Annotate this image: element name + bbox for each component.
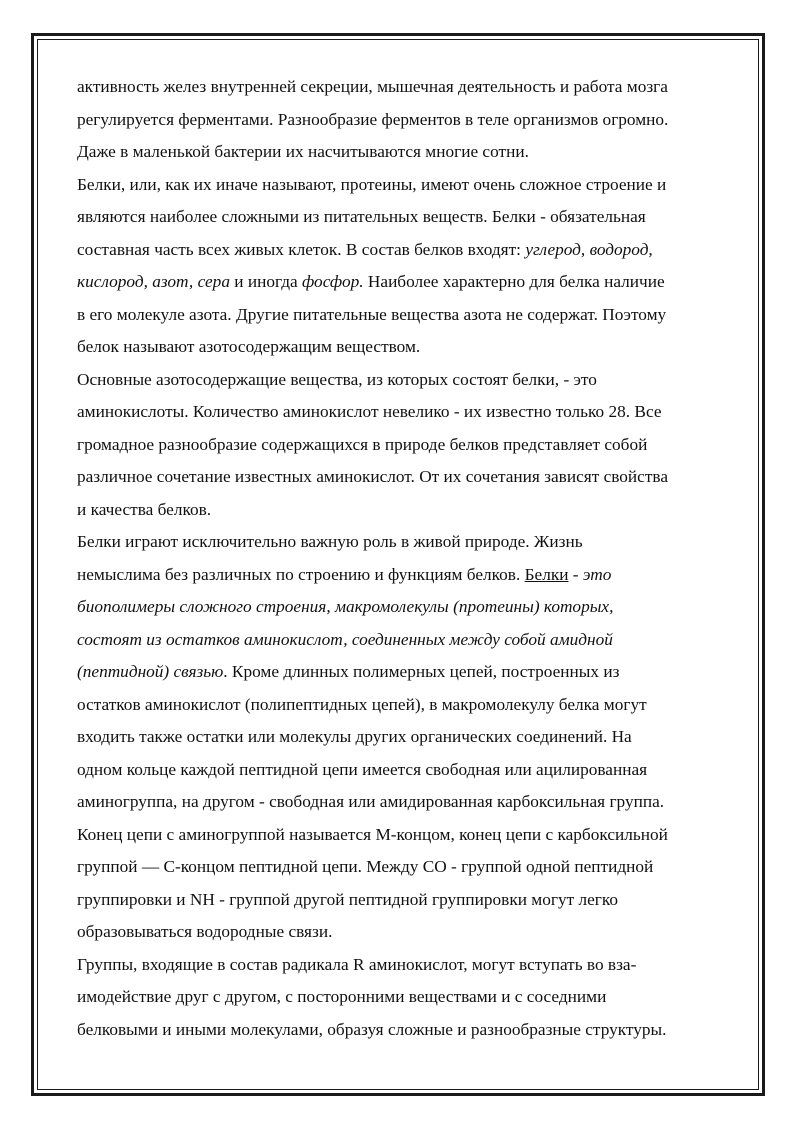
text-line [77,136,727,169]
document-text [77,71,727,1046]
text-segment: и качества белков. [77,499,212,519]
italic-text: состоят из остатков аминокислот, соединенных между собой амидной [77,629,613,649]
text-line [77,851,727,884]
text-line [77,591,727,624]
text-line [77,201,727,234]
text-segment: в его молекуле азота. Другие питательные вещества азота не содержат. Поэтому [77,304,667,324]
text-line [77,754,727,787]
text-segment: громадное разнообразие содержащихся в природе белков представляет собой [77,434,648,454]
text-segment: одном кольце каждой пептидной цепи имеется свободная или ацилированная [77,759,648,779]
text-segment: различное сочетание известных аминокислот. От их сочетания зависят свойства [77,467,669,486]
text-line [77,656,727,689]
italic-text: кислород, азот, сера [77,272,230,291]
text-segment: группой — С-концом пептидной цепи. Между СО - группой одной пептидной [77,857,654,876]
text-segment: остатков аминокислот (полипептидных цепей), в макромолекулу белка могут [77,694,647,714]
text-line [77,884,727,917]
text-segment: являются наиболее сложными из питательных веществ. Белки - обязательная [77,207,646,226]
italic-text: биополимеры сложного строения, макромолекулы (протеины) которых, [77,597,614,616]
text-line [77,949,727,982]
text-segment: белок называют азотосодержащим веществом. [77,337,421,356]
text-line [77,786,727,819]
text-line [77,624,727,657]
text-segment: имодействие друг с другом, с посторонними веществами и с соседними [77,987,607,1006]
italic-text: фосфор. [302,272,364,291]
text-line [77,461,727,494]
text-segment: Конец цепи с аминогруппой называется М-концом, конец цепи с карбоксильной [77,824,668,844]
text-segment: Основные азотосодержащие вещества, из которых состоят белки, - это [77,369,597,389]
text-line [77,494,727,527]
text-segment: составная часть всех живых клеток. В состав белков входят: [77,239,526,259]
text-line [77,71,727,104]
text-segment: Белки играют исключительно важную роль в живой природе. Жизнь [77,532,583,551]
text-line [77,916,727,949]
text-segment: немыслима без различных по строению и функциям белков. [77,564,525,584]
italic-text: - это [568,564,612,584]
text-segment: . Кроме длинных полимерных цепей, построенных из [223,662,620,681]
text-line [77,559,727,592]
text-segment: регулируется ферментами. Разнообразие ферментов в теле организмов огромно. [77,109,669,129]
text-segment: активность желез внутренней секреции, мышечная деятельность и работа мозга [77,77,668,96]
text-line [77,429,727,462]
text-segment: белковыми и иными молекулами, образуя сложные и разнообразные структуры. [77,1019,667,1039]
text-segment: группировки и NH - группой другой пептидной группировки могут легко [77,889,618,909]
text-line [77,266,727,299]
italic-text: (пептидной) связью [77,662,224,681]
text-segment: образовываться водородные связи. [77,922,333,941]
text-segment: Даже в маленькой бактерии их насчитываются многие сотни. [77,142,529,161]
text-line [77,331,727,364]
text-line [77,396,727,429]
text-line [77,721,727,754]
text-segment: аминокислоты. Количество аминокислот невелико - их известно только 28. Все [77,402,662,421]
text-segment: входить также остатки или молекулы других органических соединений. На [77,727,632,746]
text-segment: и иногда [229,272,303,291]
italic-text: углерод, водород, [525,239,653,259]
text-line [77,1014,727,1047]
text-line [77,169,727,202]
text-segment: Группы, входящие в состав радикала R аминокислот, могут вступать во вза- [77,954,637,974]
underlined-text: Белки [524,564,569,584]
text-line [77,981,727,1014]
text-segment: аминогруппа, на другом - свободная или амидированная карбоксильная группа. [77,792,665,811]
text-line [77,234,727,267]
text-line [77,689,727,722]
text-line [77,299,727,332]
text-line [77,104,727,137]
text-line [77,364,727,397]
text-segment: Наиболее характерно для белка наличие [363,272,665,291]
text-line [77,526,727,559]
text-segment: Белки, или, как их иначе называют, протеины, имеют очень сложное строение и [77,174,667,194]
text-line [77,819,727,852]
